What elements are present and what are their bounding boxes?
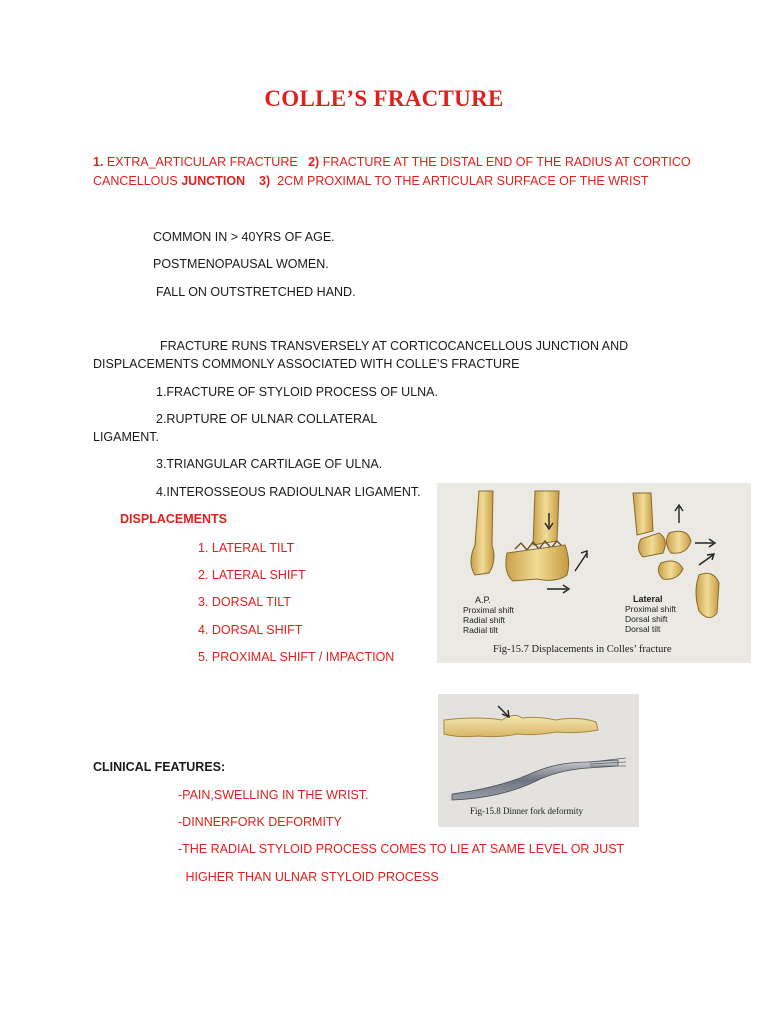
ap-line: Radial tilt xyxy=(463,625,498,635)
displacement-item: 3. DORSAL TILT xyxy=(198,595,291,609)
displacements-heading: DISPLACEMENTS xyxy=(120,512,227,526)
clinical-heading: CLINICAL FEATURES: xyxy=(93,760,226,774)
fact-age: COMMON IN > 40YRS OF AGE. xyxy=(153,230,335,244)
para-line-1: FRACTURE RUNS TRANSVERSELY AT CORTICOCANCELLOUS JUNCTION AND xyxy=(160,339,629,353)
ap-line: Radial shift xyxy=(463,615,506,625)
intro-number-2: 2) xyxy=(308,155,320,169)
assoc-item-3: 3.TRIANGULAR CARTILAGE OF ULNA. xyxy=(156,457,383,471)
displacement-item: 5. PROXIMAL SHIFT / IMPACTION xyxy=(198,650,395,664)
lateral-line: Proximal shift xyxy=(625,604,677,614)
intro-number-3: 3) xyxy=(259,174,271,188)
fact-postmenopausal: POSTMENOPAUSAL WOMEN. xyxy=(153,257,329,271)
assoc-item-1: 1.FRACTURE OF STYLOID PROCESS OF ULNA. xyxy=(156,385,438,399)
displacement-item: 2. LATERAL SHIFT xyxy=(198,568,306,582)
intro-point-3: 2CM PROXIMAL TO THE ARTICULAR SURFACE OF THE WRIST xyxy=(270,174,649,188)
intro-line-2 xyxy=(93,174,648,188)
displacement-item: 4. DORSAL SHIFT xyxy=(198,623,303,637)
lateral-line: Dorsal shift xyxy=(625,614,668,624)
figure-1-caption: Fig-15.7 Displacements in Colles’ fracture xyxy=(493,644,672,655)
intro-point-2-cont: CANCELLOUS xyxy=(93,174,182,188)
dinner-fork-illustration xyxy=(438,694,639,827)
para-line-2: DISPLACEMENTS COMMONLY ASSOCIATED WITH COLLE’S FRACTURE xyxy=(93,357,520,371)
dinner-fork-figure xyxy=(438,694,639,827)
intro-gap xyxy=(245,174,259,188)
displacement-figure xyxy=(437,483,751,663)
page-title: COLLE’S FRACTURE xyxy=(264,86,504,111)
ap-title: A.P. xyxy=(475,595,491,605)
lateral-line: Dorsal tilt xyxy=(625,624,661,634)
clinical-item: -DINNERFORK DEFORMITY xyxy=(178,815,342,829)
intro-junction: JUNCTION xyxy=(181,174,246,188)
assoc-item-4: 4.INTEROSSEOUS RADIOULNAR LIGAMENT. xyxy=(156,485,421,499)
intro-line-1 xyxy=(93,155,691,169)
clinical-item: -THE RADIAL STYLOID PROCESS COMES TO LIE AT SAME LEVEL OR JUST xyxy=(178,842,625,856)
ap-line: Proximal shift xyxy=(463,605,515,615)
figure-2-caption: Fig-15.8 Dinner fork deformity xyxy=(470,806,583,816)
fact-fall: FALL ON OUTSTRETCHED HAND. xyxy=(156,285,356,299)
intro-point-1: EXTRA_ARTICULAR FRACTURE xyxy=(103,155,309,169)
wrist-bones-illustration xyxy=(437,483,751,663)
assoc-item-2: 2.RUPTURE OF ULNAR COLLATERAL xyxy=(156,412,378,426)
intro-number-1: 1. xyxy=(93,155,104,169)
assoc-item-2-cont: LIGAMENT. xyxy=(93,430,159,444)
displacement-item: 1. LATERAL TILT xyxy=(198,541,295,555)
clinical-item: HIGHER THAN ULNAR STYLOID PROCESS xyxy=(182,870,439,884)
lateral-title: Lateral xyxy=(633,594,663,604)
intro-point-2: FRACTURE AT THE DISTAL END OF THE RADIUS AT CORTICO xyxy=(319,155,691,169)
clinical-item: -PAIN,SWELLING IN THE WRIST. xyxy=(178,788,369,802)
